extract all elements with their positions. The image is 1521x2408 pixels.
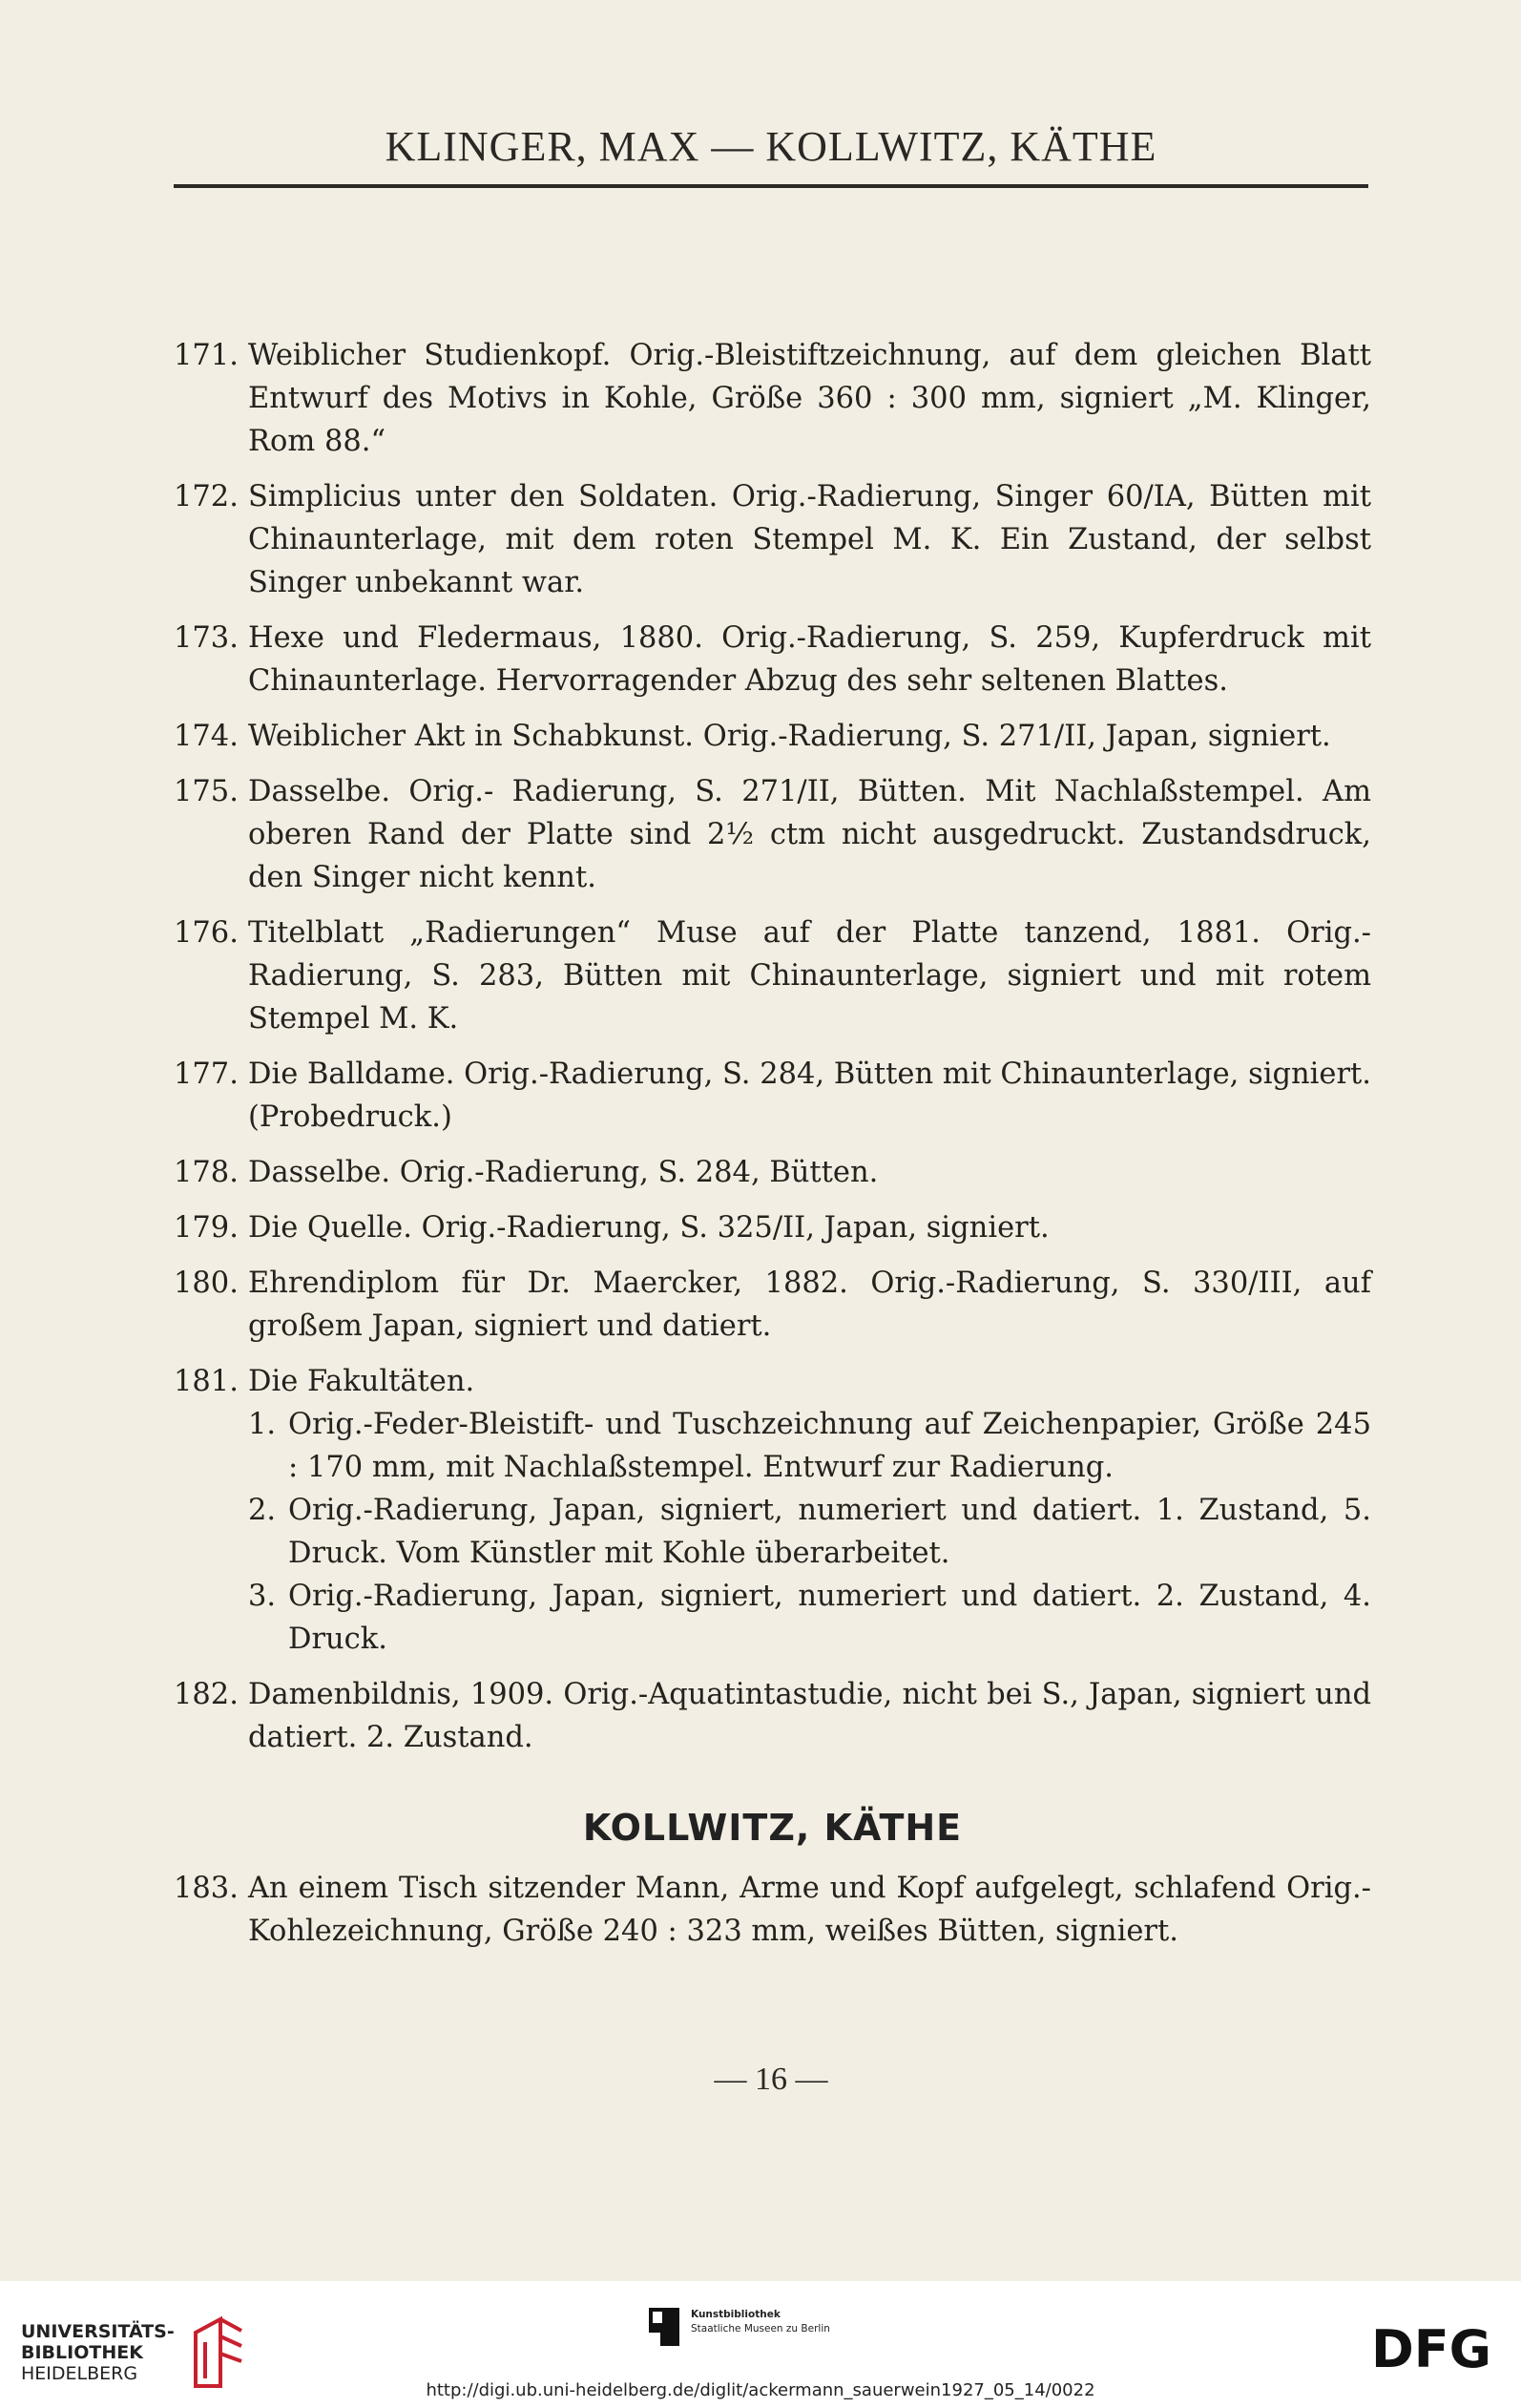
- entry-text: Titelblatt „Radierungen“ Muse auf der Platte tanzend, 1881. Orig.-Radierung, S. 283, Bütten mit Chinaunterlage, signiert und mit rotem Stempel M. K.: [248, 916, 1371, 1036]
- sub-item-number: 2.: [248, 1494, 277, 1527]
- entry-text: Die Balldame. Orig.-Radierung, S. 284, Bütten mit Chinaunterlage, signiert. (Probedruck.): [248, 1057, 1371, 1134]
- sub-item: [248, 1403, 1371, 1489]
- entry-number: 176.: [174, 916, 239, 950]
- entry-text: Dasselbe. Orig.-Radierung, S. 284, Bütten.: [248, 1156, 879, 1189]
- entry-text: Weiblicher Akt in Schabkunst. Orig.-Radierung, S. 271/II, Japan, signiert.: [248, 720, 1331, 753]
- entry-text: Hexe und Fledermaus, 1880. Orig.-Radierung, S. 259, Kupferdruck mit Chinaunterlage. Hervorragender Abzug des sehr seltenen Blattes.: [248, 621, 1371, 698]
- catalog-entry: [174, 1053, 1371, 1139]
- kunstbibliothek-emblem-icon: [649, 2308, 679, 2346]
- sub-item-number: 3.: [248, 1580, 277, 1613]
- permalink-url[interactable]: http://digi.ub.uni-heidelberg.de/diglit/ackermann_sauerwein1927_05_14/0022: [426, 2380, 1095, 2400]
- running-head: KLINGER, MAX — KOLLWITZ, KÄTHE: [385, 123, 1157, 170]
- catalog-entry: [174, 617, 1371, 702]
- entry-body: [248, 1360, 1371, 1661]
- entry-number: 177.: [174, 1057, 239, 1091]
- ub-emblem-icon: [182, 2315, 249, 2390]
- sub-item-text: Orig.-Feder-Bleistift- und Tuschzeichnung auf Zeichenpapier, Größe 245 : 170 mm, mit Nachlaßstempel. Entwurf zur Radierung.: [288, 1408, 1371, 1484]
- page-number: — 16 —: [714, 2062, 828, 2097]
- catalog-entry: [174, 1673, 1371, 1759]
- ub-heidelberg-logo[interactable]: [21, 2315, 249, 2390]
- sub-item-number: 1.: [248, 1408, 277, 1441]
- entry-text: Damenbildnis, 1909. Orig.-Aquatintastudie, nicht bei S., Japan, signiert und datiert. 2. Zustand.: [248, 1678, 1371, 1754]
- kb-title: Kunstbibliothek: [691, 2309, 781, 2320]
- entry-number: 172.: [174, 480, 239, 513]
- ub-line-2: BIBLIOTHEK: [21, 2342, 143, 2363]
- entry-number: 179.: [174, 1211, 239, 1245]
- header-rule: [174, 184, 1368, 188]
- catalog-entry: [174, 334, 1371, 463]
- kb-subtitle: Staatliche Museen zu Berlin: [691, 2323, 830, 2335]
- sub-item-text: Orig.-Radierung, Japan, signiert, numeriert und datiert. 2. Zustand, 4. Druck.: [288, 1580, 1371, 1656]
- catalog-entry: [174, 911, 1371, 1040]
- catalog-entry: [174, 1262, 1371, 1348]
- entry-number: 173.: [174, 621, 239, 655]
- sub-item: [248, 1575, 1371, 1661]
- entry-text: Die Fakultäten.: [248, 1365, 475, 1398]
- entry-text: Weiblicher Studienkopf. Orig.-Bleistiftzeichnung, auf dem gleichen Blatt Entwurf des Motivs in Kohle, Größe 360 : 300 mm, signiert „M. Klinger, Rom 88.“: [248, 339, 1371, 458]
- catalog-entry-fakultaeten: [174, 1360, 1371, 1661]
- entry-text: Die Quelle. Orig.-Radierung, S. 325/II, Japan, signiert.: [248, 1211, 1050, 1245]
- catalog-entries: [174, 334, 1371, 1965]
- entry-number: 180.: [174, 1267, 239, 1300]
- entry-number: 183.: [174, 1872, 239, 1905]
- entry-text: Simplicius unter den Soldaten. Orig.-Radierung, Singer 60/IA, Bütten mit Chinaunterlage, mit dem roten Stempel M. K. Ein Zustand, der selbst Singer unbekannt war.: [248, 480, 1371, 599]
- entry-number: 175.: [174, 775, 239, 808]
- kunstbibliothek-logo[interactable]: [649, 2308, 830, 2346]
- entry-text: An einem Tisch sitzender Mann, Arme und Kopf aufgelegt, schlafend Orig.-Kohlezeichnung, Größe 240 : 323 mm, weißes Bütten, signiert.: [248, 1872, 1371, 1948]
- entry-number: 182.: [174, 1678, 239, 1711]
- catalog-entry: [174, 1206, 1371, 1249]
- entry-text: Ehrendiplom für Dr. Maercker, 1882. Orig.-Radierung, S. 330/III, auf großem Japan, signiert und datiert.: [248, 1267, 1371, 1343]
- ub-logo-text: [21, 2321, 175, 2384]
- catalog-entry: [174, 715, 1371, 758]
- dfg-logo-text: DFG: [1370, 2321, 1492, 2375]
- ub-line-1: UNIVERSITÄTS-: [21, 2321, 175, 2342]
- catalog-entry: [174, 475, 1371, 604]
- catalog-entry: [174, 1867, 1371, 1953]
- section-heading: KOLLWITZ, KÄTHE: [582, 1807, 963, 1849]
- entry-number: 171.: [174, 339, 239, 372]
- sub-item: [248, 1489, 1371, 1575]
- sub-item-text: Orig.-Radierung, Japan, signiert, numeriert und datiert. 1. Zustand, 5. Druck. Vom Künstler mit Kohle überarbeitet.: [288, 1494, 1371, 1570]
- ub-line-3: HEIDELBERG: [21, 2363, 138, 2384]
- catalog-entry: [174, 1151, 1371, 1194]
- entry-number: 174.: [174, 720, 239, 753]
- dfg-logo[interactable]: [1360, 2321, 1503, 2375]
- footer-bar: [0, 2281, 1521, 2408]
- catalog-entry: [174, 770, 1371, 899]
- kunstbibliothek-text: [691, 2308, 830, 2336]
- entry-number: 181.: [174, 1365, 239, 1398]
- entry-number: 178.: [174, 1156, 239, 1189]
- entry-text: Dasselbe. Orig.- Radierung, S. 271/II, Bütten. Mit Nachlaßstempel. Am oberen Rand der Platte sind 2½ ctm nicht ausgedruckt. Zustandsdruck, den Singer nicht kennt.: [248, 775, 1371, 894]
